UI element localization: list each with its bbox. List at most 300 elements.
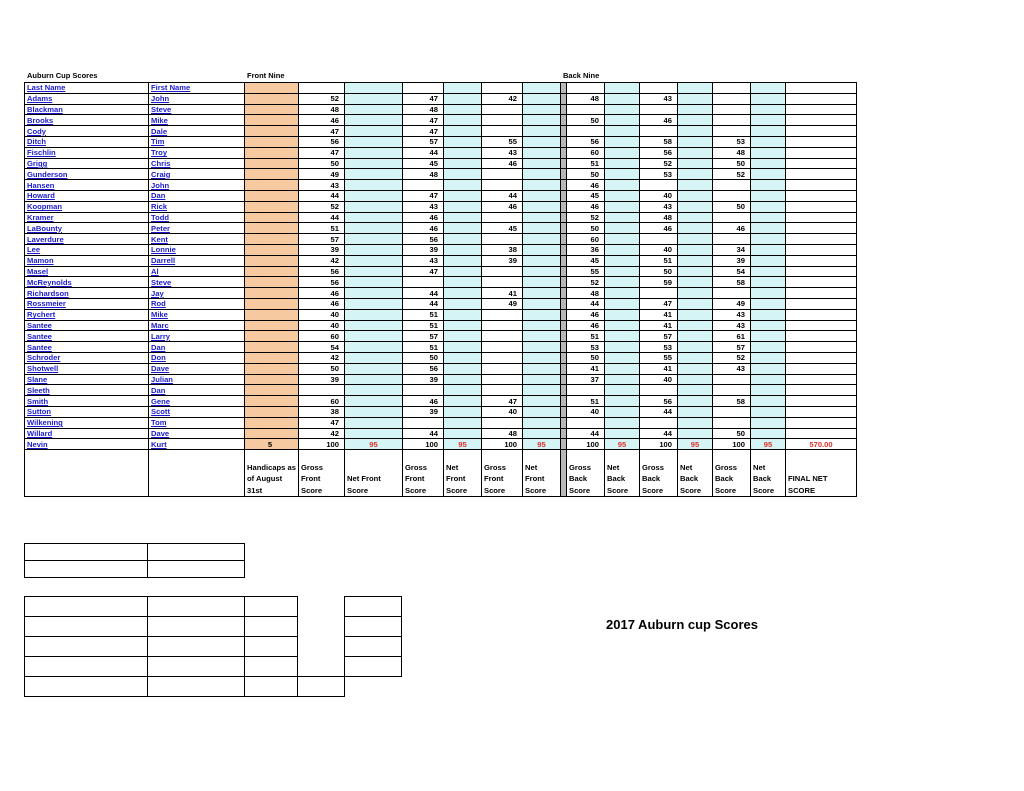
score-cell bbox=[482, 363, 523, 374]
score-cell bbox=[640, 385, 678, 396]
first-name-cell: Dale bbox=[149, 126, 245, 137]
cell bbox=[345, 83, 403, 94]
column-label: FINAL NET SCORE bbox=[786, 450, 857, 497]
score-cell bbox=[345, 298, 403, 309]
score-cell: 48 bbox=[299, 104, 345, 115]
score-cell: 48 bbox=[640, 212, 678, 223]
score-cell bbox=[444, 104, 482, 115]
score-cell bbox=[786, 298, 857, 309]
score-cell bbox=[751, 309, 786, 320]
score-cell bbox=[245, 374, 299, 385]
column-label: Gross Front Score bbox=[299, 450, 345, 497]
table-row bbox=[25, 93, 857, 104]
score-cell bbox=[523, 342, 561, 353]
score-cell: 50 bbox=[640, 266, 678, 277]
score-cell bbox=[786, 406, 857, 417]
score-cell bbox=[523, 277, 561, 288]
score-cell bbox=[678, 428, 713, 439]
last-name-cell: Laverdure bbox=[25, 234, 149, 245]
score-cell bbox=[786, 309, 857, 320]
score-cell bbox=[523, 104, 561, 115]
table-row bbox=[25, 266, 857, 277]
cell bbox=[403, 83, 444, 94]
score-cell: 39 bbox=[713, 255, 751, 266]
table-row bbox=[25, 428, 857, 439]
sheet-titles bbox=[25, 71, 861, 81]
score-cell: 46 bbox=[299, 288, 345, 299]
last-name-cell: Brooks bbox=[25, 115, 149, 126]
first-name-cell: Larry bbox=[149, 331, 245, 342]
score-cell bbox=[345, 309, 403, 320]
score-cell bbox=[751, 417, 786, 428]
first-name-cell: Scott bbox=[149, 406, 245, 417]
score-cell: 40 bbox=[567, 406, 605, 417]
score-cell bbox=[245, 212, 299, 223]
score-cell bbox=[605, 428, 640, 439]
score-cell bbox=[786, 136, 857, 147]
score-cell bbox=[345, 169, 403, 180]
score-cell bbox=[678, 104, 713, 115]
first-name-cell: Troy bbox=[149, 147, 245, 158]
cell bbox=[523, 83, 561, 94]
score-cell: 42 bbox=[299, 255, 345, 266]
score-cell bbox=[605, 352, 640, 363]
table-row bbox=[25, 201, 857, 212]
score-cell bbox=[605, 309, 640, 320]
score-cell bbox=[786, 374, 857, 385]
first-name-cell: Todd bbox=[149, 212, 245, 223]
score-cell bbox=[299, 385, 345, 396]
cell bbox=[299, 83, 345, 94]
score-cell: 46 bbox=[403, 223, 444, 234]
score-cell bbox=[345, 288, 403, 299]
score-cell bbox=[751, 180, 786, 191]
last-name-cell: Sleeth bbox=[25, 385, 149, 396]
score-cell bbox=[786, 223, 857, 234]
score-cell: 41 bbox=[640, 363, 678, 374]
first-name-cell: Don bbox=[149, 352, 245, 363]
score-cell: 50 bbox=[567, 223, 605, 234]
score-cell bbox=[482, 352, 523, 363]
score-cell: 53 bbox=[640, 342, 678, 353]
score-cell bbox=[444, 158, 482, 169]
score-cell bbox=[345, 93, 403, 104]
score-cell bbox=[751, 428, 786, 439]
last-name-cell: Richardson bbox=[25, 288, 149, 299]
cell bbox=[245, 83, 299, 94]
score-cell: 50 bbox=[567, 352, 605, 363]
score-cell bbox=[713, 115, 751, 126]
back-nine-label: Back Nine bbox=[563, 71, 600, 80]
score-cell bbox=[345, 374, 403, 385]
score-cell: 50 bbox=[567, 169, 605, 180]
score-cell: 37 bbox=[567, 374, 605, 385]
table-row bbox=[25, 331, 857, 342]
score-cell: 44 bbox=[640, 406, 678, 417]
score-cell bbox=[751, 288, 786, 299]
score-cell bbox=[482, 374, 523, 385]
score-cell bbox=[678, 212, 713, 223]
table-row bbox=[25, 169, 857, 180]
score-cell: 50 bbox=[713, 201, 751, 212]
score-cell bbox=[605, 147, 640, 158]
score-cell: 40 bbox=[299, 309, 345, 320]
score-cell: 44 bbox=[640, 428, 678, 439]
last-name-cell: Santee bbox=[25, 331, 149, 342]
score-cell: 41 bbox=[640, 309, 678, 320]
first-name-cell: Lonnie bbox=[149, 244, 245, 255]
score-cell: 54 bbox=[713, 266, 751, 277]
score-cell bbox=[678, 298, 713, 309]
score-cell: 46 bbox=[713, 223, 751, 234]
table-row bbox=[25, 212, 857, 223]
score-cell bbox=[640, 417, 678, 428]
score-cell bbox=[245, 428, 299, 439]
score-cell bbox=[444, 234, 482, 245]
score-cell: 44 bbox=[403, 288, 444, 299]
score-cell: 61 bbox=[713, 331, 751, 342]
score-cell bbox=[786, 428, 857, 439]
first-name-cell: John bbox=[149, 180, 245, 191]
score-cell bbox=[444, 396, 482, 407]
score-cell bbox=[605, 223, 640, 234]
score-cell bbox=[523, 352, 561, 363]
last-name-cell: Rossmeier bbox=[25, 298, 149, 309]
score-cell bbox=[245, 255, 299, 266]
column-label: Gross Back Score bbox=[640, 450, 678, 497]
last-name-cell: Masel bbox=[25, 266, 149, 277]
score-cell: 41 bbox=[640, 320, 678, 331]
score-cell bbox=[713, 212, 751, 223]
first-name-cell: Darrell bbox=[149, 255, 245, 266]
score-cell bbox=[605, 396, 640, 407]
score-cell: 46 bbox=[299, 115, 345, 126]
score-cell bbox=[751, 363, 786, 374]
score-cell: 49 bbox=[299, 169, 345, 180]
score-cell bbox=[444, 298, 482, 309]
score-cell bbox=[245, 385, 299, 396]
column-labels-row bbox=[25, 450, 857, 497]
score-cell bbox=[345, 385, 403, 396]
score-cell bbox=[605, 136, 640, 147]
cell bbox=[482, 83, 523, 94]
score-cell: 53 bbox=[567, 342, 605, 353]
score-cell bbox=[523, 136, 561, 147]
score-cell bbox=[786, 417, 857, 428]
score-cell bbox=[482, 417, 523, 428]
score-cell bbox=[345, 406, 403, 417]
score-cell bbox=[786, 266, 857, 277]
score-cell bbox=[678, 385, 713, 396]
score-cell: 48 bbox=[713, 147, 751, 158]
score-cell: 60 bbox=[567, 147, 605, 158]
score-cell bbox=[786, 320, 857, 331]
first-name-cell: Marc bbox=[149, 320, 245, 331]
first-name-cell: Tim bbox=[149, 136, 245, 147]
score-cell bbox=[678, 147, 713, 158]
score-cell: 47 bbox=[403, 115, 444, 126]
score-cell bbox=[678, 158, 713, 169]
score-cell bbox=[640, 126, 678, 137]
first-name-cell: Tom bbox=[149, 417, 245, 428]
score-cell bbox=[786, 126, 857, 137]
score-cell: 44 bbox=[403, 147, 444, 158]
column-label: Gross Front Score bbox=[403, 450, 444, 497]
score-cell: 50 bbox=[713, 428, 751, 439]
score-cell: 43 bbox=[640, 93, 678, 104]
first-name-cell: Steve bbox=[149, 104, 245, 115]
score-cell bbox=[605, 406, 640, 417]
score-cell: 44 bbox=[299, 190, 345, 201]
score-cell bbox=[567, 126, 605, 137]
score-cell bbox=[345, 115, 403, 126]
column-label: Gross Front Score bbox=[482, 450, 523, 497]
score-cell bbox=[345, 244, 403, 255]
score-cell: 40 bbox=[299, 320, 345, 331]
table-row bbox=[25, 342, 857, 353]
score-cell bbox=[245, 201, 299, 212]
score-cell: 52 bbox=[567, 212, 605, 223]
score-cell bbox=[245, 277, 299, 288]
score-cell: 57 bbox=[403, 331, 444, 342]
score-cell: 42 bbox=[299, 428, 345, 439]
score-cell bbox=[605, 266, 640, 277]
score-cell bbox=[751, 266, 786, 277]
score-cell bbox=[245, 417, 299, 428]
score-cell: 51 bbox=[567, 158, 605, 169]
score-cell: 48 bbox=[403, 169, 444, 180]
score-cell bbox=[605, 115, 640, 126]
score-cell: 45 bbox=[567, 190, 605, 201]
score-cell bbox=[245, 309, 299, 320]
score-cell: 51 bbox=[567, 396, 605, 407]
last-name-cell: Schroder bbox=[25, 352, 149, 363]
score-cell bbox=[523, 363, 561, 374]
score-cell bbox=[245, 93, 299, 104]
score-cell bbox=[605, 374, 640, 385]
first-name-cell: Julian bbox=[149, 374, 245, 385]
score-cell bbox=[605, 190, 640, 201]
score-cell bbox=[523, 298, 561, 309]
score-cell bbox=[345, 428, 403, 439]
last-name-cell: Blackman bbox=[25, 104, 149, 115]
score-cell bbox=[345, 363, 403, 374]
column-label: Net Back Score bbox=[751, 450, 786, 497]
score-cell bbox=[751, 201, 786, 212]
first-name-cell: Mike bbox=[149, 115, 245, 126]
score-cell bbox=[444, 277, 482, 288]
score-cell: 50 bbox=[299, 363, 345, 374]
score-cell: 40 bbox=[482, 406, 523, 417]
score-cell: 46 bbox=[403, 212, 444, 223]
score-cell bbox=[523, 385, 561, 396]
score-cell bbox=[444, 126, 482, 137]
score-cell: 52 bbox=[567, 277, 605, 288]
score-cell bbox=[751, 320, 786, 331]
sheet-title: Auburn Cup Scores bbox=[27, 71, 98, 80]
score-cell: 45 bbox=[482, 223, 523, 234]
score-cell bbox=[605, 342, 640, 353]
score-cell: 41 bbox=[482, 288, 523, 299]
cell bbox=[567, 83, 605, 94]
scores-table bbox=[24, 82, 857, 497]
score-cell: 95 bbox=[678, 439, 713, 450]
score-cell: 39 bbox=[403, 244, 444, 255]
score-cell bbox=[640, 288, 678, 299]
score-cell: 46 bbox=[640, 223, 678, 234]
score-cell bbox=[482, 115, 523, 126]
score-cell bbox=[345, 147, 403, 158]
score-cell bbox=[444, 417, 482, 428]
cell bbox=[678, 83, 713, 94]
score-cell bbox=[678, 266, 713, 277]
score-cell: 51 bbox=[640, 255, 678, 266]
first-name-cell: Jay bbox=[149, 288, 245, 299]
score-cell bbox=[605, 126, 640, 137]
score-cell bbox=[786, 201, 857, 212]
front-nine-label: Front Nine bbox=[247, 71, 285, 80]
summary-box-large bbox=[24, 596, 402, 697]
score-cell bbox=[444, 147, 482, 158]
score-cell bbox=[523, 266, 561, 277]
score-cell: 56 bbox=[640, 396, 678, 407]
score-cell bbox=[786, 93, 857, 104]
score-cell: 52 bbox=[713, 352, 751, 363]
score-cell: 44 bbox=[403, 428, 444, 439]
last-name-cell: Ditch bbox=[25, 136, 149, 147]
score-cell: 46 bbox=[640, 115, 678, 126]
score-cell bbox=[523, 406, 561, 417]
score-cell bbox=[751, 190, 786, 201]
score-cell bbox=[605, 298, 640, 309]
score-cell: 47 bbox=[403, 93, 444, 104]
score-cell bbox=[444, 309, 482, 320]
score-cell bbox=[786, 190, 857, 201]
score-cell: 46 bbox=[482, 201, 523, 212]
score-cell bbox=[245, 169, 299, 180]
score-cell bbox=[523, 255, 561, 266]
last-name-cell: Nevin bbox=[25, 439, 149, 450]
score-cell bbox=[245, 136, 299, 147]
score-cell bbox=[605, 201, 640, 212]
score-cell: 51 bbox=[567, 331, 605, 342]
cell bbox=[605, 83, 640, 94]
first-name-cell: Kurt bbox=[149, 439, 245, 450]
score-cell: 43 bbox=[713, 363, 751, 374]
score-cell bbox=[786, 352, 857, 363]
score-cell bbox=[444, 331, 482, 342]
score-cell bbox=[678, 417, 713, 428]
score-cell bbox=[605, 331, 640, 342]
first-name-cell: Mike bbox=[149, 309, 245, 320]
score-cell bbox=[786, 158, 857, 169]
score-cell bbox=[678, 169, 713, 180]
score-cell bbox=[786, 180, 857, 191]
score-cell: 51 bbox=[403, 309, 444, 320]
score-cell bbox=[523, 417, 561, 428]
score-cell: 48 bbox=[403, 104, 444, 115]
score-cell bbox=[444, 320, 482, 331]
score-cell bbox=[345, 104, 403, 115]
score-cell: 52 bbox=[713, 169, 751, 180]
score-cell bbox=[444, 115, 482, 126]
score-cell bbox=[523, 374, 561, 385]
last-name-cell: Smith bbox=[25, 396, 149, 407]
score-cell bbox=[482, 180, 523, 191]
score-cell bbox=[523, 147, 561, 158]
score-cell: 42 bbox=[482, 93, 523, 104]
score-cell: 38 bbox=[482, 244, 523, 255]
score-cell: 45 bbox=[403, 158, 444, 169]
score-cell bbox=[403, 385, 444, 396]
score-cell bbox=[245, 126, 299, 137]
score-cell bbox=[245, 115, 299, 126]
score-cell: 43 bbox=[713, 309, 751, 320]
score-cell bbox=[605, 104, 640, 115]
score-cell: 47 bbox=[640, 298, 678, 309]
score-cell bbox=[713, 104, 751, 115]
score-cell bbox=[345, 158, 403, 169]
score-cell bbox=[444, 342, 482, 353]
score-cell: 39 bbox=[403, 374, 444, 385]
score-cell bbox=[751, 104, 786, 115]
score-cell bbox=[523, 320, 561, 331]
score-cell bbox=[245, 266, 299, 277]
score-cell bbox=[345, 190, 403, 201]
score-cell bbox=[678, 223, 713, 234]
score-cell: 60 bbox=[567, 234, 605, 245]
score-cell bbox=[245, 158, 299, 169]
score-cell bbox=[523, 93, 561, 104]
score-cell bbox=[751, 385, 786, 396]
score-cell bbox=[786, 331, 857, 342]
score-cell bbox=[751, 352, 786, 363]
first-name-cell: Dan bbox=[149, 385, 245, 396]
score-cell: 54 bbox=[299, 342, 345, 353]
score-cell bbox=[678, 136, 713, 147]
score-cell: 46 bbox=[482, 158, 523, 169]
last-name-cell: Slane bbox=[25, 374, 149, 385]
table-row bbox=[25, 320, 857, 331]
score-cell bbox=[751, 255, 786, 266]
table-row bbox=[25, 136, 857, 147]
score-cell bbox=[678, 115, 713, 126]
score-cell bbox=[345, 255, 403, 266]
handicap-cell: 5 bbox=[245, 439, 299, 450]
reference-row bbox=[25, 439, 857, 450]
cell bbox=[786, 83, 857, 94]
score-cell bbox=[713, 126, 751, 137]
score-cell: 57 bbox=[640, 331, 678, 342]
score-cell: 52 bbox=[299, 201, 345, 212]
score-cell bbox=[786, 212, 857, 223]
last-name-cell: Rychert bbox=[25, 309, 149, 320]
score-cell bbox=[245, 406, 299, 417]
score-cell bbox=[444, 288, 482, 299]
score-cell bbox=[245, 180, 299, 191]
first-name-cell: John bbox=[149, 93, 245, 104]
column-label: Net Front Score bbox=[523, 450, 561, 497]
score-cell: 52 bbox=[299, 93, 345, 104]
score-cell: 53 bbox=[640, 169, 678, 180]
score-cell bbox=[345, 342, 403, 353]
score-cell: 49 bbox=[482, 298, 523, 309]
first-name-cell: Al bbox=[149, 266, 245, 277]
table-row bbox=[25, 255, 857, 266]
score-cell bbox=[482, 342, 523, 353]
table-row bbox=[25, 406, 857, 417]
score-cell: 44 bbox=[403, 298, 444, 309]
